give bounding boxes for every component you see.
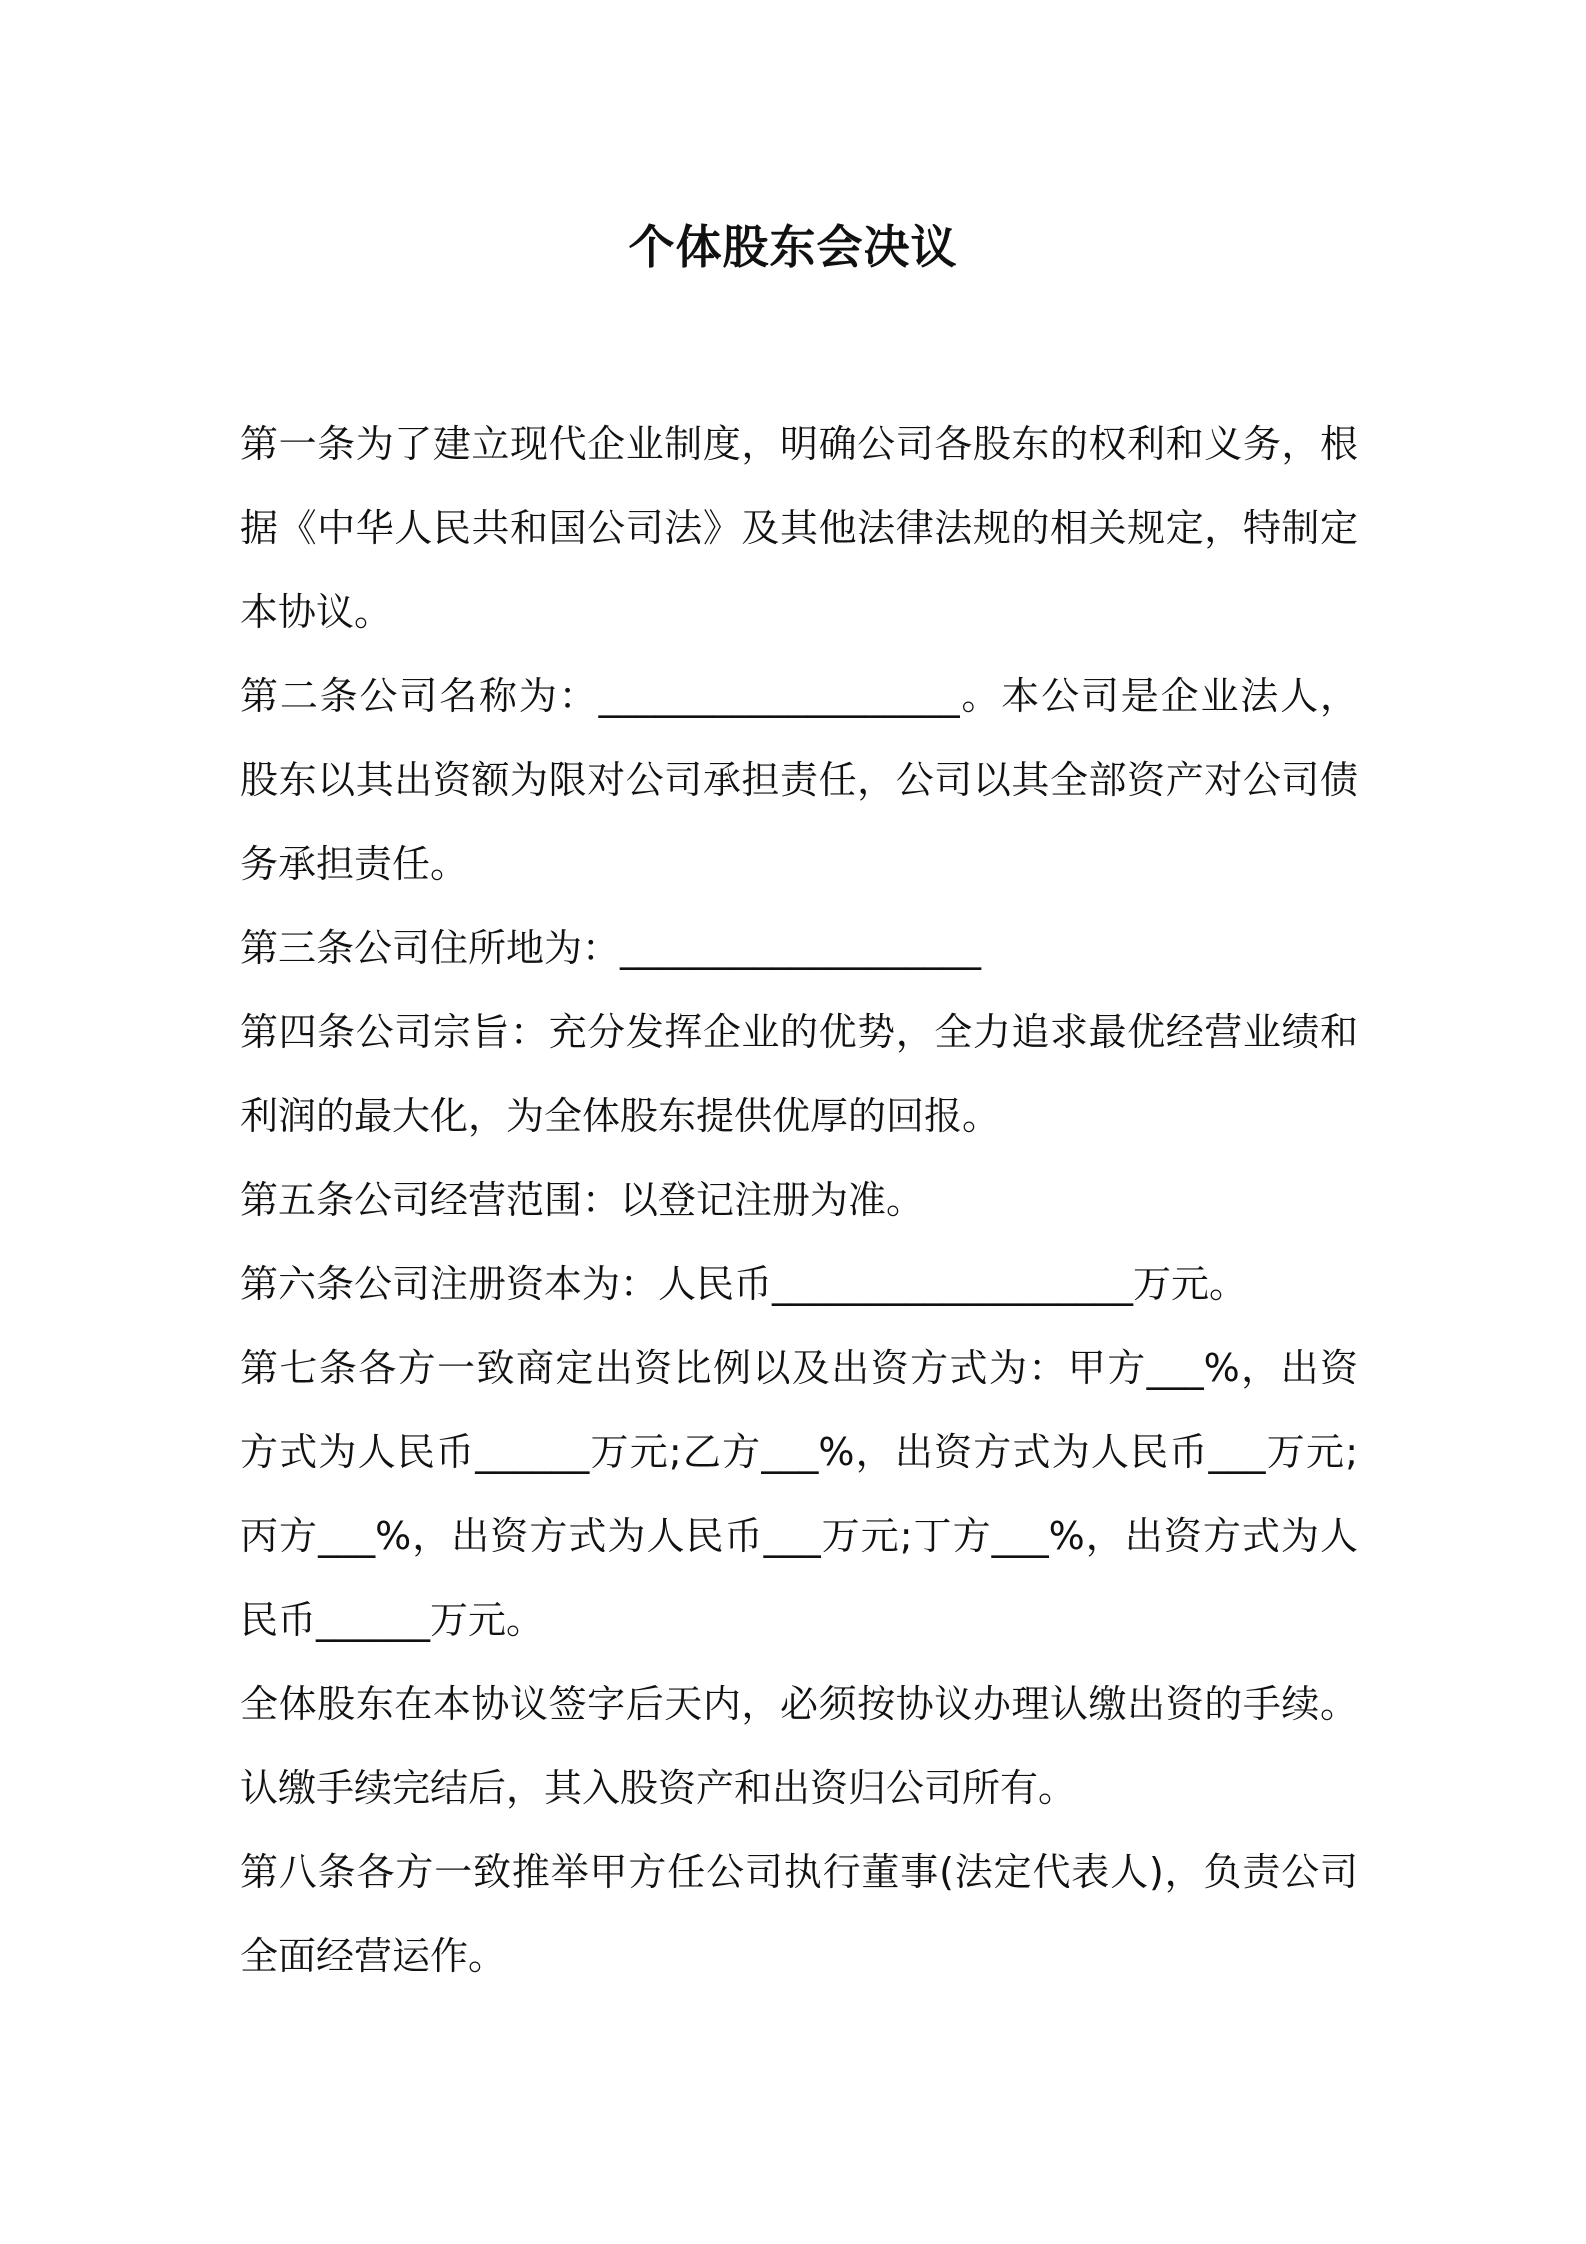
clause-4: 第四条公司宗旨：充分发挥企业的优势，全力追求最优经营业绩和利润的最大化，为全体股东提供优厚的回报。 — [240, 1010, 1358, 1138]
clause-1: 第一条为了建立现代企业制度，明确公司各股东的权利和义务，根据《中华人民共和国公司法》及其他法律法规的相关规定，特制定本协议。 — [240, 422, 1358, 634]
clause-7-note: 全体股东在本协议签字后天内，必须按协议办理认缴出资的手续。认缴手续完结后，其入股资产和出资归公司所有。 — [240, 1682, 1358, 1810]
clause-2: 第二条公司名称为：___________________。本公司是企业法人，股东以其出资额为限对公司承担责任，公司以其全部资产对公司债务承担责任。 — [240, 674, 1358, 886]
clause-8: 第八条各方一致推举甲方任公司执行董事(法定代表人)，负责公司全面经营运作。 — [240, 1850, 1358, 1978]
document-title: 个体股东会决议 — [628, 220, 958, 274]
clause-5: 第五条公司经营范围：以登记注册为准。 — [240, 1178, 925, 1222]
document-body — [240, 402, 1358, 1998]
clause-3: 第三条公司住所地为：___________________ — [240, 926, 982, 970]
clause-7: 第七条各方一致商定出资比例以及出资方式为：甲方___%，出资方式为人民币______万元;乙方___%，出资方式为人民币___万元;丙方___%，出资方式为人民币___万元;丁方___%，出资方式为人民币______万元。 — [240, 1346, 1358, 1642]
clause-6: 第六条公司注册资本为：人民币___________________万元。 — [240, 1262, 1248, 1306]
